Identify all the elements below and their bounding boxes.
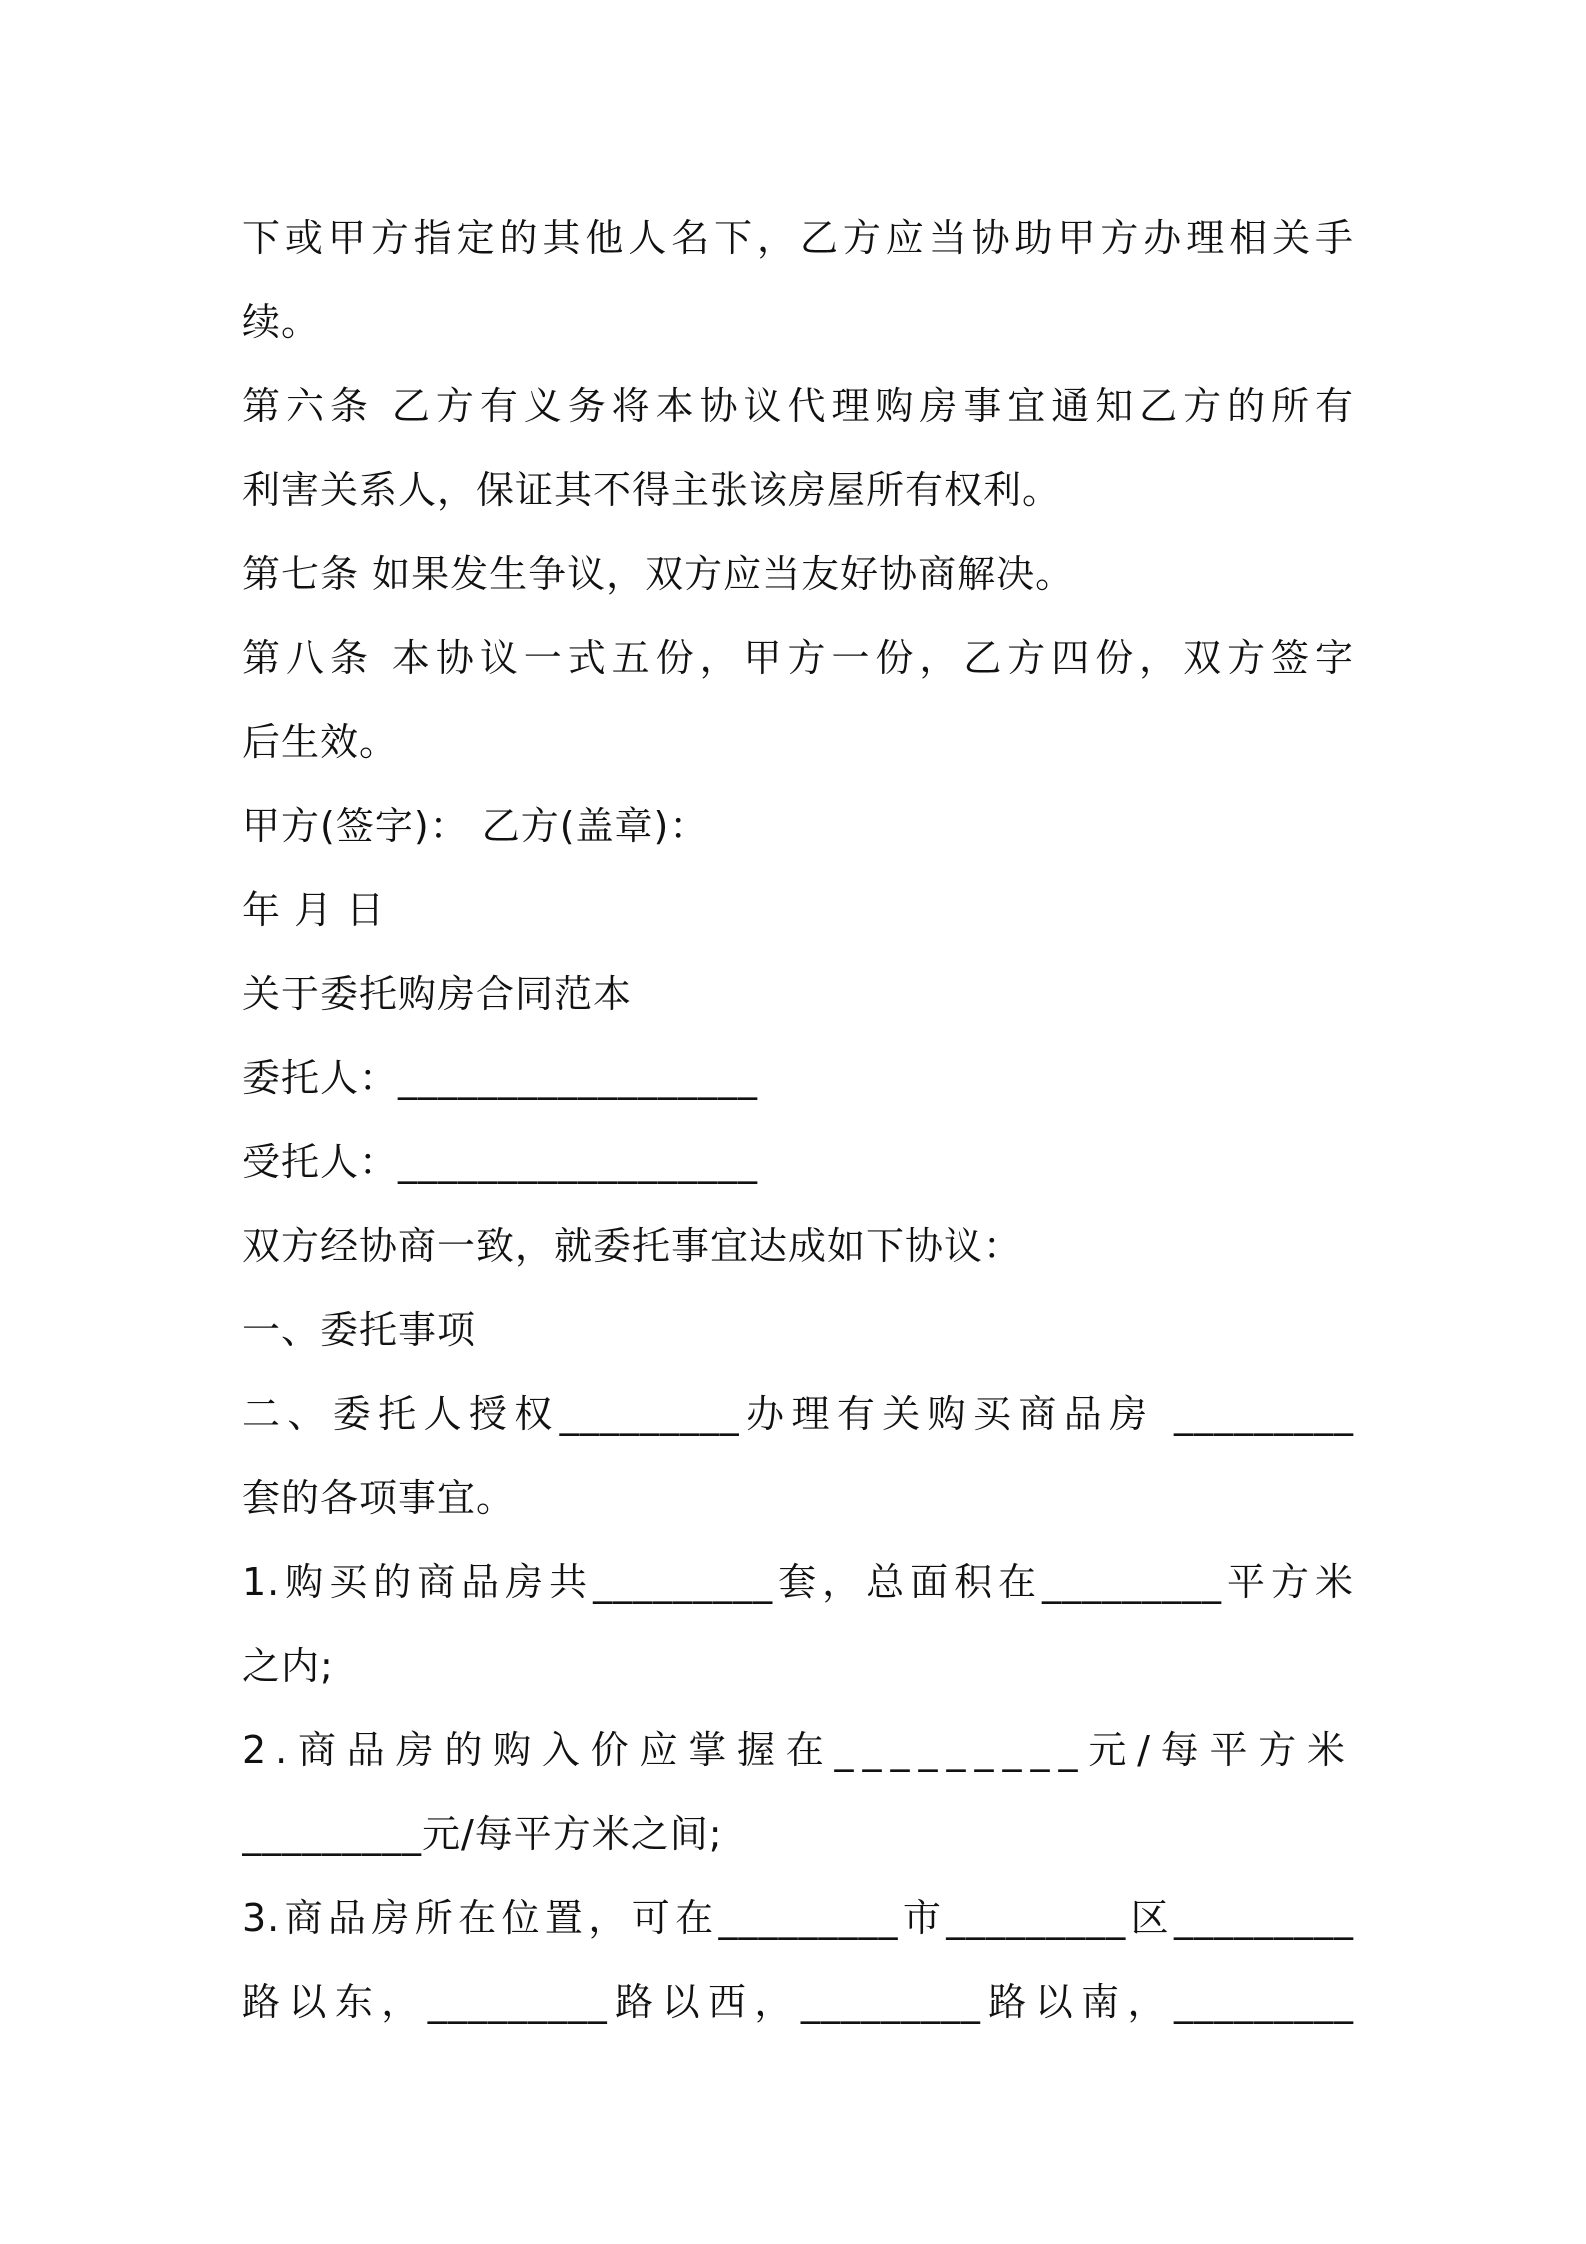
article-6-line: 第六条 乙方有义务将本协议代理购房事宜通知乙方的所有 (242, 384, 1354, 428)
text-line: 双方经协商一致，就委托事宜达成如下协议： (242, 1224, 1023, 1268)
clause-heading: 一、委托事项 (242, 1308, 477, 1352)
clause-line: 1.购买的商品房共_________套，总面积在_________平方米 (242, 1560, 1354, 1604)
text-line: 续。 (242, 300, 321, 344)
text-line: 后生效。 (242, 720, 399, 764)
signature-line: 甲方(签字)： 乙方(盖章)： (242, 804, 709, 848)
clause-line: 3.商品房所在位置，可在_________市_________区_________ (242, 1896, 1354, 1940)
text-line: 利害关系人，保证其不得主张该房屋所有权利。 (242, 468, 1062, 512)
text-line: _________元/每平方米之间; (242, 1812, 723, 1856)
document-page (242, 196, 1354, 2044)
clause-line: 路以东，_________路以西，_________路以南，_________ (242, 1980, 1354, 2024)
date-line: 年 月 日 (242, 888, 386, 932)
article-7-line: 第七条 如果发生争议，双方应当友好协商解决。 (242, 552, 1075, 596)
agent-field: 受托人：__________________ (242, 1140, 759, 1184)
clause-line: 二、委托人授权_________办理有关购买商品房 _________ (242, 1392, 1354, 1436)
text-line: 之内; (242, 1644, 334, 1688)
text-line: 下或甲方指定的其他人名下，乙方应当协助甲方办理相关手 (242, 216, 1354, 260)
article-8-line: 第八条 本协议一式五份，甲方一份，乙方四份，双方签字 (242, 636, 1354, 680)
text-line: 套的各项事宜。 (242, 1476, 516, 1520)
clause-line: 2.商品房的购入价应掌握在_________元/每平方米 (242, 1728, 1354, 1772)
section-title: 关于委托购房合同范本 (242, 972, 633, 1016)
principal-field: 委托人：__________________ (242, 1056, 759, 1100)
